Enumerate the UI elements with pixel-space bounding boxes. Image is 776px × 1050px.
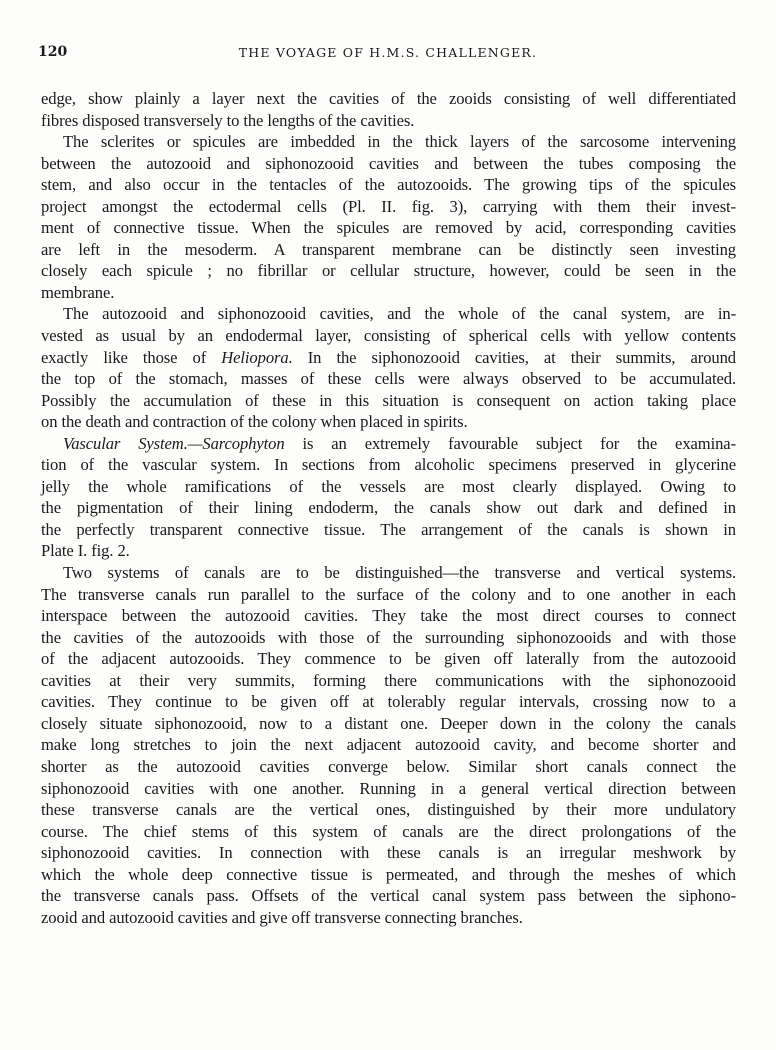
text-line: The sclerites or spicules are imbedded in the thick layers of the sarcosome intervening bbox=[63, 132, 736, 152]
text-line: closely each spicule ; no fibrillar or cellular structure, however, could be seen in the bbox=[41, 261, 736, 281]
text-line: cavities. They continue to be given off at tolerably regular intervals, crossing now to a bbox=[41, 692, 736, 712]
text-line: stem, and also occur in the tentacles of the autozooids. The growing tips of the spicules bbox=[41, 175, 736, 195]
text-line: the transverse canals pass. Offsets of the vertical canal system pass between the siphono- bbox=[41, 886, 736, 906]
text-line: closely situate siphonozooid, now to a distant one. Deeper down in the colony the canals bbox=[41, 713, 736, 733]
text-line: membrane. bbox=[41, 282, 115, 302]
text-line: are left in the mesoderm. A transparent membrane can be distinctly seen investing bbox=[41, 239, 736, 259]
text-line: siphonozooid cavities with one another. Running in a general vertical direction between bbox=[41, 778, 736, 798]
text-line: ment of connective tissue. When the spicules are removed by acid, corresponding cavities bbox=[41, 218, 736, 238]
text-line: shorter as the autozooid cavities converge below. Similar short canals connect the bbox=[41, 756, 736, 776]
italic-term: Heliopora. bbox=[221, 347, 293, 367]
text-line: The transverse canals run parallel to the surface of the colony and to one another in each bbox=[41, 584, 736, 604]
text-line: Possibly the accumulation of these in this situation is consequent on action taking place bbox=[41, 390, 736, 410]
text-line: edge, show plainly a layer next the cavities of the zooids consisting of well differentiated bbox=[41, 89, 736, 108]
text-line: of the adjacent autozooids. They commence to be given off laterally from the autozooid bbox=[41, 649, 736, 669]
text-line: the cavities of the autozooids with those of the surrounding siphonozooids and with those bbox=[41, 627, 736, 647]
text-line: tion of the vascular system. In sections from alcoholic specimens preserved in glycerine bbox=[41, 455, 736, 475]
text-line: The autozooid and siphonozooid cavities, and the whole of the canal system, are in- bbox=[63, 304, 736, 324]
text-line: Two systems of canals are to be distinguished—the transverse and vertical systems. bbox=[63, 563, 736, 583]
running-head bbox=[38, 44, 738, 64]
text-line: which the whole deep connective tissue is permeated, and through the meshes of which bbox=[41, 864, 736, 884]
text-line: Plate I. fig. 2. bbox=[41, 541, 130, 561]
body-text bbox=[41, 88, 736, 928]
text-line: these transverse canals are the vertical ones, distinguished by their more undulatory bbox=[41, 800, 736, 820]
text-line: cavities at their very summits, forming there communications with the siphonozooid bbox=[41, 670, 736, 690]
text-line: vested as usual by an endodermal layer, consisting of spherical cells with yellow contents bbox=[41, 326, 736, 346]
text-line: the perfectly transparent connective tissue. The arrangement of the canals is shown in bbox=[41, 519, 736, 539]
text-line: make long stretches to join the next adjacent autozooid cavity, and become shorter and bbox=[41, 735, 736, 755]
paragraph bbox=[41, 562, 736, 928]
running-title: THE VOYAGE OF H.M.S. CHALLENGER. bbox=[238, 45, 538, 60]
paragraph bbox=[41, 433, 736, 562]
italic-term: Vascular System.—Sarcophyton bbox=[63, 433, 285, 453]
text-line: between the autozooid and siphonozooid cavities and between the tubes composing the bbox=[41, 153, 736, 173]
text-line: siphonozooid cavities. In connection with these canals is an irregular meshwork by bbox=[41, 843, 736, 863]
text-line: the pigmentation of their lining endoderm, the canals show out dark and defined in bbox=[41, 498, 736, 518]
text-line: zooid and autozooid cavities and give off transverse connecting branches. bbox=[41, 907, 523, 927]
text-line: the top of the stomach, masses of these cells were always observed to be accumulated. bbox=[41, 369, 736, 389]
text-line: course. The chief stems of this system of canals are the direct prolongations of the bbox=[41, 821, 736, 841]
paragraph bbox=[41, 88, 736, 131]
text-line: exactly like those of Heliopora. In the siphonozooid cavities, at their summits, around bbox=[41, 347, 736, 367]
paragraph bbox=[41, 131, 736, 303]
text-line: jelly the whole ramifications of the vessels are most clearly displayed. Owing to bbox=[41, 476, 736, 496]
page-number: 120 bbox=[38, 44, 68, 60]
text-line: Vascular System.—Sarcophyton is an extremely favourable subject for the examina- bbox=[63, 433, 736, 453]
text-line: project amongst the ectodermal cells (Pl. II. fig. 3), carrying with them their invest- bbox=[41, 196, 736, 216]
paragraph bbox=[41, 303, 736, 432]
text-line: on the death and contraction of the colony when placed in spirits. bbox=[41, 412, 468, 432]
text-line: fibres disposed transversely to the lengths of the cavities. bbox=[41, 110, 415, 130]
text-line: interspace between the autozooid cavities. They take the most direct courses to connect bbox=[41, 606, 736, 626]
